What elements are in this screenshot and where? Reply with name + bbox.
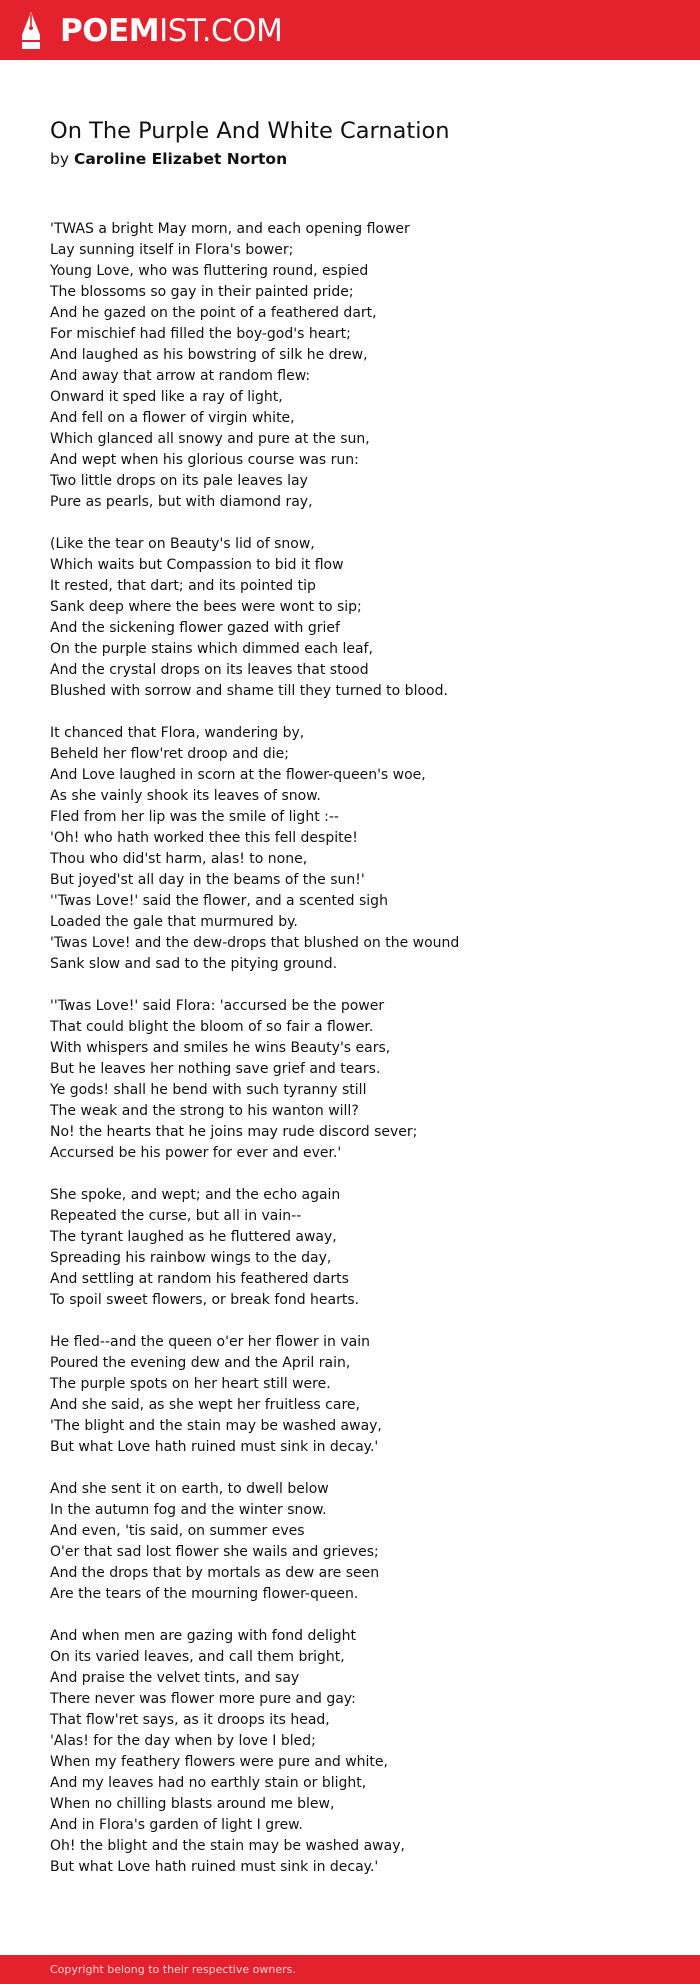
poem-line: Sank slow and sad to the pitying ground. [50, 956, 338, 972]
poem-line: Pure as pearls, but with diamond ray, [50, 494, 313, 510]
poem-line: And away that arrow at random flew: [50, 368, 311, 384]
poem-line: When no chilling blasts around me blew, [50, 1796, 335, 1812]
poem-line: That could blight the bloom of so fair a flower. [50, 1019, 374, 1035]
poem-line: Sank deep where the bees were wont to sip; [50, 599, 362, 615]
poem-line: 'Alas! for the day when by love I bled; [50, 1733, 316, 1749]
brand-bold: POEM [60, 13, 160, 49]
poem-line: Loaded the gale that murmured by. [50, 914, 298, 930]
poem-line: She spoke, and wept; and the echo again [50, 1187, 341, 1203]
poem-line: It chanced that Flora, wandering by, [50, 725, 305, 741]
poem-line: And settling at random his feathered darts [50, 1271, 349, 1287]
poem-line: And when men are gazing with fond delight [50, 1628, 357, 1644]
poem-line: Spreading his rainbow wings to the day, [50, 1250, 332, 1266]
poem-line: Two little drops on its pale leaves lay [50, 473, 308, 489]
poem-line: Accursed be his power for ever and ever.' [50, 1145, 342, 1161]
poem-line: The blossoms so gay in their painted pride; [50, 284, 354, 300]
poem-line: Which glanced all snowy and pure at the sun, [50, 431, 370, 447]
poem-line: But what Love hath ruined must sink in decay.' [50, 1859, 379, 1875]
poem-line: Blushed with sorrow and shame till they turned to blood. [50, 683, 448, 699]
poem-line: And fell on a flower of virgin white, [50, 410, 295, 426]
poem-stanza [50, 1185, 660, 1311]
site-logo[interactable] [18, 11, 282, 51]
poem-line: Ye gods! shall he bend with such tyranny still [50, 1082, 367, 1098]
poem-line: And laughed as his bowstring of silk he drew, [50, 347, 368, 363]
poem-line: The purple spots on her heart still were. [50, 1376, 331, 1392]
poem-line: Lay sunning itself in Flora's bower; [50, 242, 294, 258]
poem-line: And the drops that by mortals as dew are seen [50, 1565, 380, 1581]
poem-stanza [50, 723, 660, 975]
poem-line: Thou who did'st harm, alas! to none, [50, 851, 308, 867]
poem-line: 'Twas Love! and the dew-drops that blushed on the wound [50, 935, 460, 951]
poem-line: And she said, as she wept her fruitless care, [50, 1397, 360, 1413]
site-brand [60, 11, 282, 51]
poem-line: The weak and the strong to his wanton will? [50, 1103, 359, 1119]
poem-line: 'Oh! who hath worked thee this fell despite! [50, 830, 358, 846]
by-label: by [50, 150, 70, 168]
poem-line: And my leaves had no earthly stain or blight, [50, 1775, 367, 1791]
poem-line: 'The blight and the stain may be washed away, [50, 1418, 382, 1434]
poem-line: He fled--and the queen o'er her flower in vain [50, 1334, 370, 1350]
poem-line: The tyrant laughed as he fluttered away, [50, 1229, 337, 1245]
poem-line: And he gazed on the point of a feathered dart, [50, 305, 377, 321]
poem-line: On the purple stains which dimmed each leaf, [50, 641, 373, 657]
poem-title: On The Purple And White Carnation [50, 118, 450, 144]
poem-line: (Like the tear on Beauty's lid of snow, [50, 536, 315, 552]
poem-byline [50, 147, 287, 171]
poem-line: In the autumn fog and the winter snow. [50, 1502, 327, 1518]
poem-line: But he leaves her nothing save grief and tears. [50, 1061, 381, 1077]
poem-stanza [50, 996, 660, 1164]
poem-line: Are the tears of the mourning flower-queen. [50, 1586, 359, 1602]
poem-stanza [50, 1626, 660, 1878]
poem-line: With whispers and smiles he wins Beauty's ears, [50, 1040, 391, 1056]
copyright-notice: Copyright belong to their respective owners. [50, 1963, 296, 1976]
poem-line: And she sent it on earth, to dwell below [50, 1481, 329, 1497]
poem-line: 'TWAS a bright May morn, and each opening flower [50, 221, 410, 237]
poem-author[interactable]: Caroline Elizabet Norton [73, 150, 288, 168]
poem-body [50, 219, 660, 1899]
poem-line: Beheld her flow'ret droop and die; [50, 746, 290, 762]
poem-line: And wept when his glorious course was run: [50, 452, 359, 468]
poem-line: To spoil sweet flowers, or break fond hearts. [50, 1292, 360, 1308]
poem-line: ''Twas Love!' said the flower, and a scented sigh [50, 893, 388, 909]
poem-line: When my feathery flowers were pure and white, [50, 1754, 388, 1770]
poem-line: Poured the evening dew and the April rain, [50, 1355, 351, 1371]
poem-line: Onward it sped like a ray of light, [50, 389, 283, 405]
poem-line: Fled from her lip was the smile of light :-- [50, 809, 339, 825]
poem-stanza [50, 219, 660, 513]
poem-line: On its varied leaves, and call them bright, [50, 1649, 345, 1665]
poem-line: Which waits but Compassion to bid it flow [50, 557, 344, 573]
poem-line: There never was flower more pure and gay: [50, 1691, 356, 1707]
poem-line: But what Love hath ruined must sink in decay.' [50, 1439, 379, 1455]
poem-line: And praise the velvet tints, and say [50, 1670, 300, 1686]
poem-stanza [50, 1332, 660, 1458]
poem-line: But joyed'st all day in the beams of the sun!' [50, 872, 365, 888]
poem-line: And in Flora's garden of light I grew. [50, 1817, 303, 1833]
poem-line: For mischief had filled the boy-god's heart; [50, 326, 351, 342]
poem-line: O'er that sad lost flower she wails and grieves; [50, 1544, 379, 1560]
site-header [0, 0, 700, 60]
poem-line: And Love laughed in scorn at the flower-queen's woe, [50, 767, 426, 783]
brand-light: IST.COM [159, 13, 283, 49]
poem-line: And the crystal drops on its leaves that stood [50, 662, 369, 678]
site-footer [0, 1955, 700, 1984]
poem-line: It rested, that dart; and its pointed tip [50, 578, 316, 594]
poem-stanza [50, 1479, 660, 1605]
poem-line: Young Love, who was fluttering round, espied [50, 263, 369, 279]
poem-line: And the sickening flower gazed with grief [50, 620, 340, 636]
poem-line: ''Twas Love!' said Flora: 'accursed be the power [50, 998, 385, 1014]
poem-line: As she vainly shook its leaves of snow. [50, 788, 321, 804]
poem-line: No! the hearts that he joins may rude discord sever; [50, 1124, 418, 1140]
pen-nib-icon [18, 11, 44, 51]
poem-line: Oh! the blight and the stain may be washed away, [50, 1838, 405, 1854]
poem-line: And even, 'tis said, on summer eves [50, 1523, 305, 1539]
poem-stanza [50, 534, 660, 702]
poem-line: That flow'ret says, as it droops its head, [50, 1712, 330, 1728]
poem-line: Repeated the curse, but all in vain-- [50, 1208, 302, 1224]
